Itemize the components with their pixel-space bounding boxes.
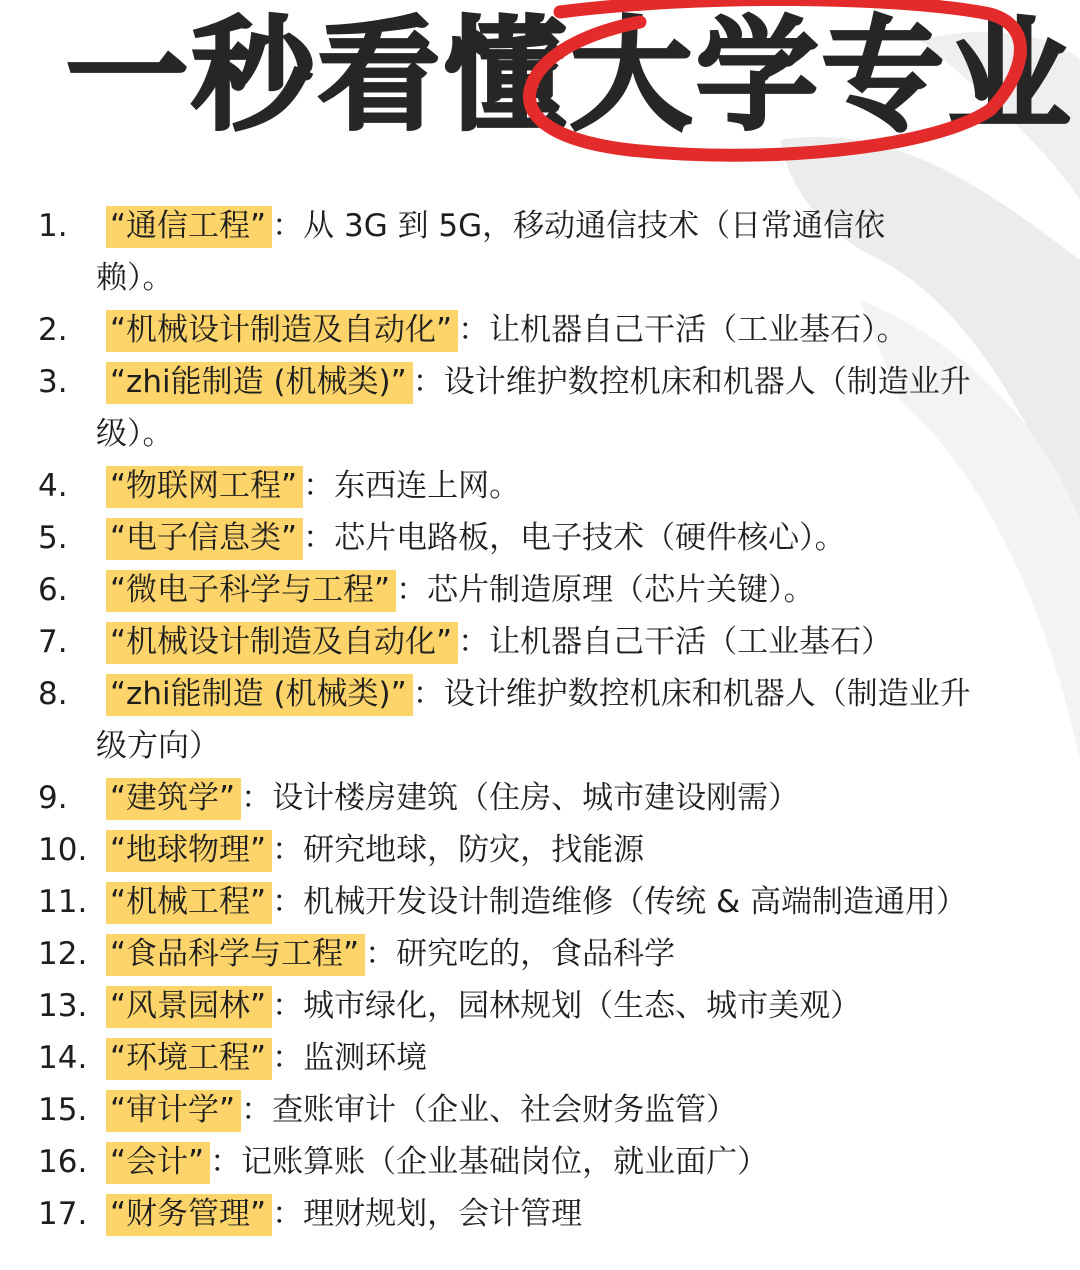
item-number: 12. — [38, 936, 88, 972]
major-description: ：东西连上网。 — [303, 468, 521, 504]
major-name: “通信工程” — [106, 206, 272, 248]
list-item — [0, 616, 1080, 668]
major-description: ：研究吃的，食品科学 — [365, 936, 676, 972]
item-number: 6. — [38, 572, 68, 608]
major-description: ：从 3G 到 5G，移动通信技术（日常通信依 — [272, 208, 886, 244]
major-name: “建筑学” — [106, 778, 241, 820]
list-item — [0, 1032, 1080, 1084]
list-item — [0, 304, 1080, 356]
major-name: “风景园林” — [106, 986, 272, 1028]
major-description: ：记账算账（企业基础岗位，就业面广） — [210, 1144, 769, 1180]
page-title: 一秒看懂大学专业 — [66, 5, 1074, 147]
list-item — [0, 200, 1080, 304]
list-item — [0, 1136, 1080, 1188]
major-description: ：让机器自己干活（工业基石） — [458, 624, 893, 660]
major-name: “电子信息类” — [106, 518, 303, 560]
list-item — [0, 512, 1080, 564]
major-name: “财务管理” — [106, 1194, 272, 1236]
list-item — [0, 1188, 1080, 1240]
major-name: “环境工程” — [106, 1038, 272, 1080]
item-number: 9. — [38, 780, 68, 816]
item-number: 14. — [38, 1040, 88, 1076]
list-item — [0, 824, 1080, 876]
major-name: “审计学” — [106, 1090, 241, 1132]
major-name: “机械工程” — [106, 882, 272, 924]
major-description: ：芯片电路板，电子技术（硬件核心）。 — [303, 520, 846, 556]
list-item — [0, 356, 1080, 460]
list-item — [0, 668, 1080, 772]
list-item — [0, 1084, 1080, 1136]
list-item — [0, 564, 1080, 616]
list-item — [0, 928, 1080, 980]
item-number: 10. — [38, 832, 88, 868]
major-name: “微电子科学与工程” — [106, 570, 396, 612]
major-description: ：理财规划，会计管理 — [272, 1196, 583, 1232]
major-name: “机械设计制造及自动化” — [106, 310, 458, 352]
major-description-continued: 级方向） — [96, 728, 220, 764]
major-name: “zhi能制造 (机械类)” — [106, 362, 413, 404]
item-number: 15. — [38, 1092, 88, 1128]
major-name: “食品科学与工程” — [106, 934, 365, 976]
major-description: ：城市绿化，园林规划（生态、城市美观） — [272, 988, 862, 1024]
item-number: 2. — [38, 312, 68, 348]
list-item — [0, 876, 1080, 928]
major-description: ：让机器自己干活（工业基石）。 — [458, 312, 908, 348]
major-description-continued: 赖）。 — [96, 260, 174, 296]
list-item — [0, 980, 1080, 1032]
item-number: 4. — [38, 468, 68, 504]
major-name: “物联网工程” — [106, 466, 303, 508]
major-description: ：研究地球，防灾，找能源 — [272, 832, 645, 868]
item-number: 5. — [38, 520, 68, 556]
item-number: 11. — [38, 884, 88, 920]
major-name: “地球物理” — [106, 830, 272, 872]
major-description: ：监测环境 — [272, 1040, 428, 1076]
major-name: “zhi能制造 (机械类)” — [106, 674, 413, 716]
list-item — [0, 460, 1080, 512]
major-description: ：设计楼房建筑（住房、城市建设刚需） — [241, 780, 800, 816]
item-number: 16. — [38, 1144, 88, 1180]
item-number: 8. — [38, 676, 68, 712]
major-name: “机械设计制造及自动化” — [106, 622, 458, 664]
item-number: 7. — [38, 624, 68, 660]
item-number: 3. — [38, 364, 68, 400]
major-description: ：芯片制造原理（芯片关键）。 — [396, 572, 815, 608]
major-description: ：设计维护数控机床和机器人（制造业升 — [412, 676, 971, 712]
item-number: 17. — [38, 1196, 88, 1232]
item-number: 13. — [38, 988, 88, 1024]
major-description: ：查账审计（企业、社会财务监管） — [241, 1092, 738, 1128]
major-description: ：设计维护数控机床和机器人（制造业升 — [412, 364, 971, 400]
major-description: ：机械开发设计制造维修（传统 & 高端制造通用） — [272, 884, 968, 920]
major-description-continued: 级）。 — [96, 416, 174, 452]
item-number: 1. — [38, 208, 68, 244]
major-list — [0, 200, 1080, 1240]
major-name: “会计” — [106, 1142, 210, 1184]
list-item — [0, 772, 1080, 824]
